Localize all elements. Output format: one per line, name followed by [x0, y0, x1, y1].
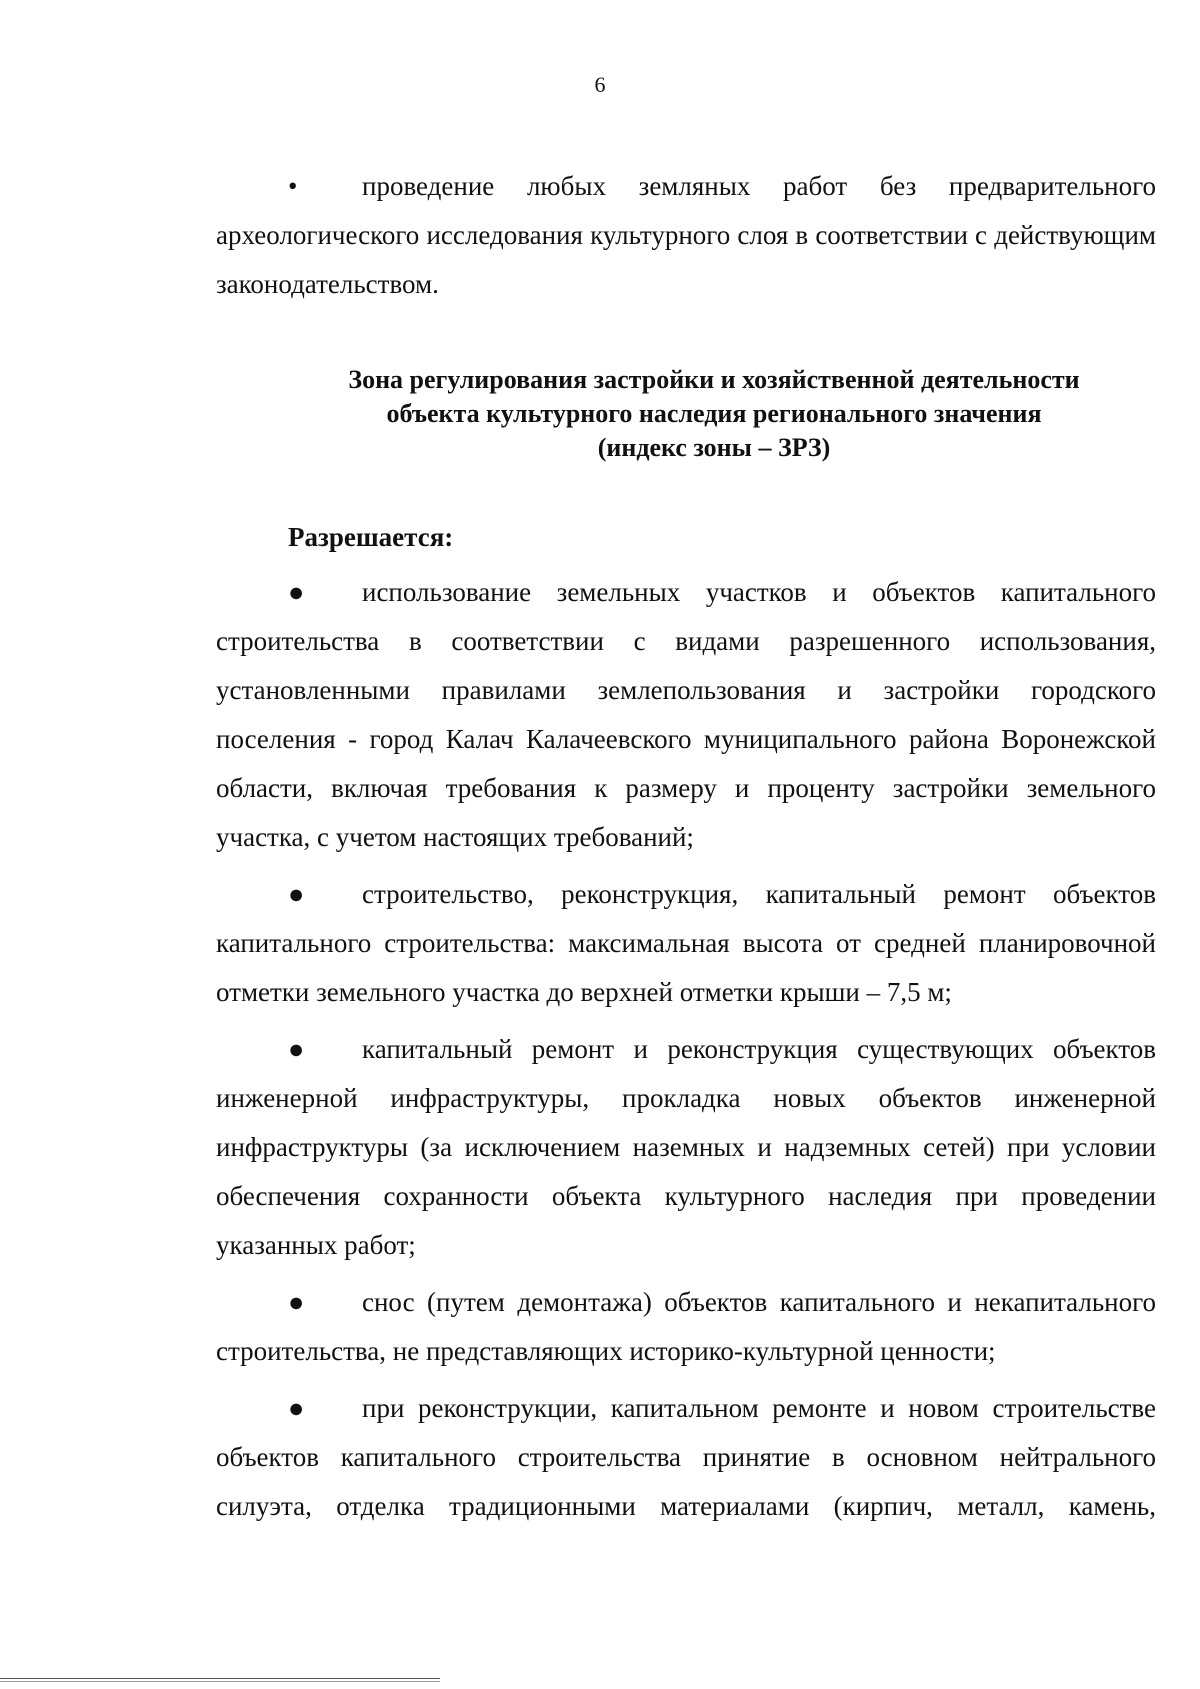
heading-line-3: (индекс зоны – ЗРЗ) — [597, 433, 831, 462]
allowed-label: Разрешается: — [288, 522, 454, 552]
bullet-icon: ● — [288, 879, 305, 909]
intro-paragraph — [216, 162, 1156, 309]
heading-line-1: Зона регулирования застройки и хозяйственной деятельности — [348, 365, 1080, 394]
heading-line-2: объекта культурного наследия регионального значения — [386, 399, 1042, 428]
bullet-icon: ● — [288, 1287, 305, 1317]
bullet-icon: ● — [288, 1034, 305, 1064]
document-body — [216, 162, 1156, 1531]
intro-text: проведение любых земляных работ без предварительного археологического исследования культурного слоя в соответствии с действующим законодательством. — [216, 171, 1156, 299]
list-item-text: при реконструкции, капитальном ремонте и новом строительстве объектов капитального строительства принятие в основном нейтрального силуэта, отделка традиционными материалами (кирпич, металл, камень, — [216, 1393, 1156, 1521]
list-item-text: снос (путем демонтажа) объектов капитального и некапитального строительства, не представляющих историко-культурной ценности; — [216, 1287, 1156, 1366]
list-item — [216, 870, 1156, 1017]
list-item — [216, 1278, 1156, 1376]
page-bottom-rule — [0, 1678, 440, 1679]
page-number: 6 — [594, 72, 606, 97]
list-item — [216, 1025, 1156, 1270]
list-item — [216, 568, 1156, 862]
list-item-text: строительство, реконструкция, капитальный ремонт объектов капитального строительства: максимальная высота от средней планировочной отметки земельного участка до верхней отметки крыши – 7,5 м; — [216, 879, 1156, 1007]
list-item-text: использование земельных участков и объектов капитального строительства в соответствии с видами разрешенного использования, установленными правилами землепользования и застройки городского поселения - город Калач Калачеевского муниципального района Воронежской области, включая требования к размеру и проценту застройки земельного участка, с учетом настоящих требований; — [216, 577, 1156, 852]
list-item — [216, 1384, 1156, 1531]
list-item-text: капитальный ремонт и реконструкция существующих объектов инженерной инфраструктуры, прокладка новых объектов инженерной инфраструктуры (за исключением наземных и надземных сетей) при условии обеспечения сохранности объекта культурного наследия при проведении указанных работ; — [216, 1034, 1156, 1260]
bullet-icon: ● — [288, 577, 305, 607]
section-heading — [272, 363, 1156, 465]
page-bottom-rule-shadow — [0, 1681, 440, 1682]
bullet-icon: ● — [288, 1393, 305, 1423]
bullet-icon: • — [288, 171, 298, 201]
